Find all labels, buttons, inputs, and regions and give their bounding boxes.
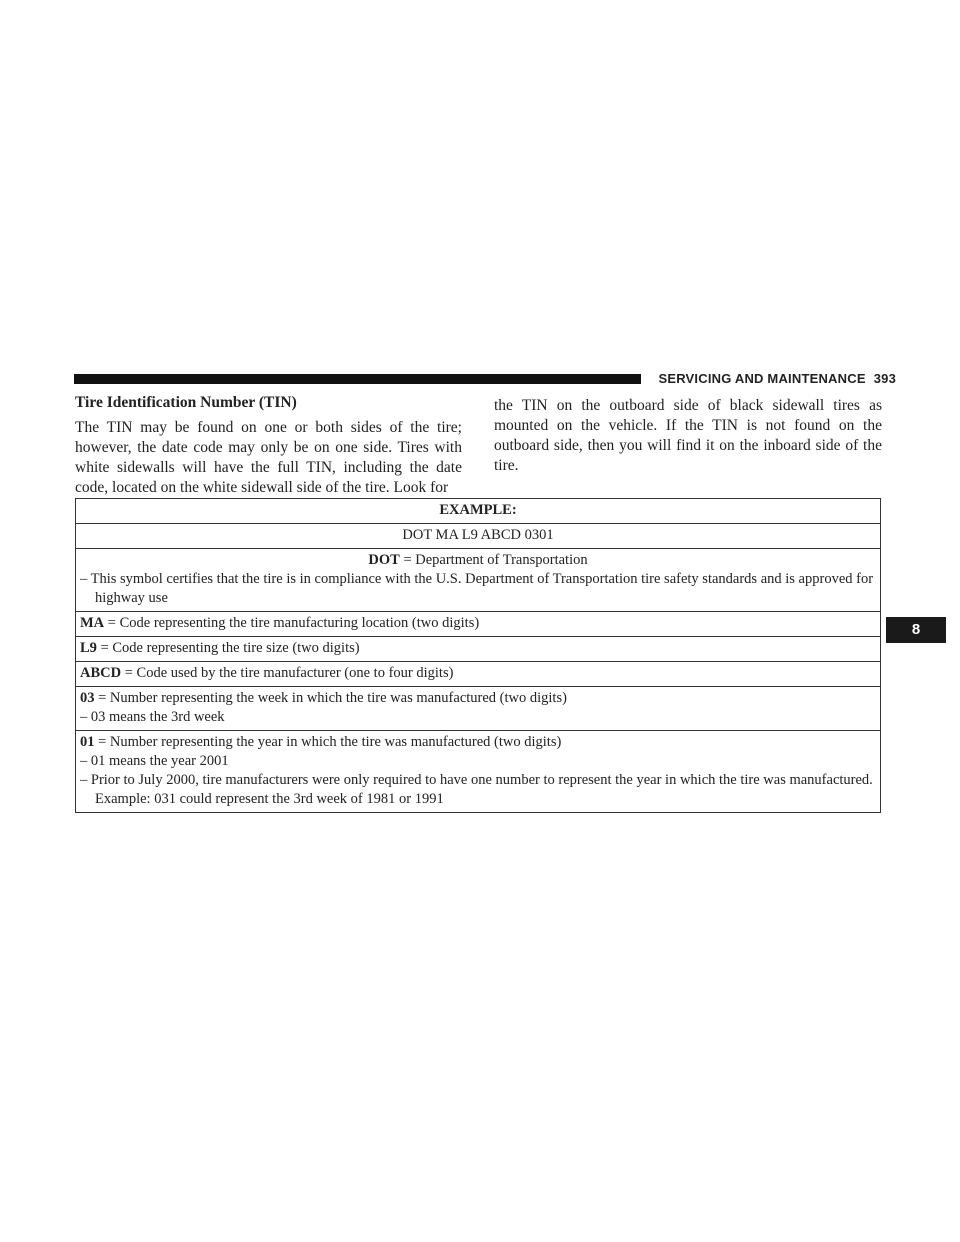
header-label bbox=[658, 370, 896, 388]
paragraph-left: The TIN may be found on one or both sides of the tire; however, the date code may only be on one side. Tires with white sidewalls will have the full TIN, including the date code, located on the white sidewall side of the tire. Look for bbox=[75, 419, 462, 496]
example-code: DOT MA L9 ABCD 0301 bbox=[76, 524, 881, 549]
page-header bbox=[74, 370, 896, 388]
table-cell-abcd bbox=[76, 662, 881, 687]
definition-line bbox=[80, 733, 876, 752]
code-label: 03 bbox=[80, 690, 95, 706]
paragraph-right: the TIN on the outboard side of black sidewall tires as mounted on the vehicle. If the TIN is not found on the outboard side, then you will find it on the inboard side of the tire. bbox=[494, 397, 882, 474]
header-section: SERVICING AND MAINTENANCE bbox=[658, 371, 866, 386]
table-row bbox=[76, 731, 881, 813]
table-row bbox=[76, 687, 881, 731]
note-line: – 03 means the 3rd week bbox=[80, 709, 225, 725]
section-title: Tire Identification Number (TIN) bbox=[75, 394, 297, 411]
table-heading-row bbox=[76, 499, 881, 524]
table-heading: EXAMPLE: bbox=[439, 502, 517, 518]
note-line: – Prior to July 2000, tire manufacturers were only required to have one number to represent the year in which the tire was manufactured. Example: 031 could represent the 3rd week of 1981 or 1991 bbox=[80, 772, 873, 807]
chapter-tab: 8 bbox=[886, 617, 946, 643]
code-label: MA bbox=[80, 615, 105, 631]
definition-line bbox=[80, 689, 876, 708]
page-number: 393 bbox=[873, 371, 896, 386]
note-line: – This symbol certifies that the tire is in compliance with the U.S. Department of Transportation tire safety standards and is approved for highway use bbox=[80, 571, 874, 606]
note-line: – 01 means the year 2001 bbox=[80, 753, 229, 769]
table-cell-ma bbox=[76, 612, 881, 637]
code-label: 01 bbox=[80, 734, 95, 750]
header-rule bbox=[74, 374, 641, 384]
tin-example-table bbox=[75, 498, 881, 813]
table-cell-03 bbox=[76, 687, 881, 731]
table-row bbox=[76, 662, 881, 687]
table-row bbox=[76, 549, 881, 612]
code-definition: = Code representing the tire manufacturing location (two digits) bbox=[107, 615, 480, 631]
code-definition: = Department of Transportation bbox=[403, 552, 588, 568]
code-definition: = Number representing the year in which the tire was manufactured (two digits) bbox=[98, 734, 562, 750]
table-row bbox=[76, 612, 881, 637]
code-definition: = Code representing the tire size (two digits) bbox=[100, 640, 360, 656]
table-heading-cell bbox=[76, 499, 881, 524]
table-cell-01 bbox=[76, 731, 881, 813]
table-cell-l9 bbox=[76, 637, 881, 662]
code-definition: = Code used by the tire manufacturer (one to four digits) bbox=[124, 665, 454, 681]
table-cell-dot bbox=[76, 549, 881, 612]
definition-line bbox=[80, 551, 876, 570]
code-definition: = Number representing the week in which the tire was manufactured (two digits) bbox=[98, 690, 567, 706]
code-label: DOT bbox=[368, 552, 400, 568]
table-example-row bbox=[76, 524, 881, 549]
code-label: ABCD bbox=[80, 665, 122, 681]
table-row bbox=[76, 637, 881, 662]
code-label: L9 bbox=[80, 640, 97, 656]
